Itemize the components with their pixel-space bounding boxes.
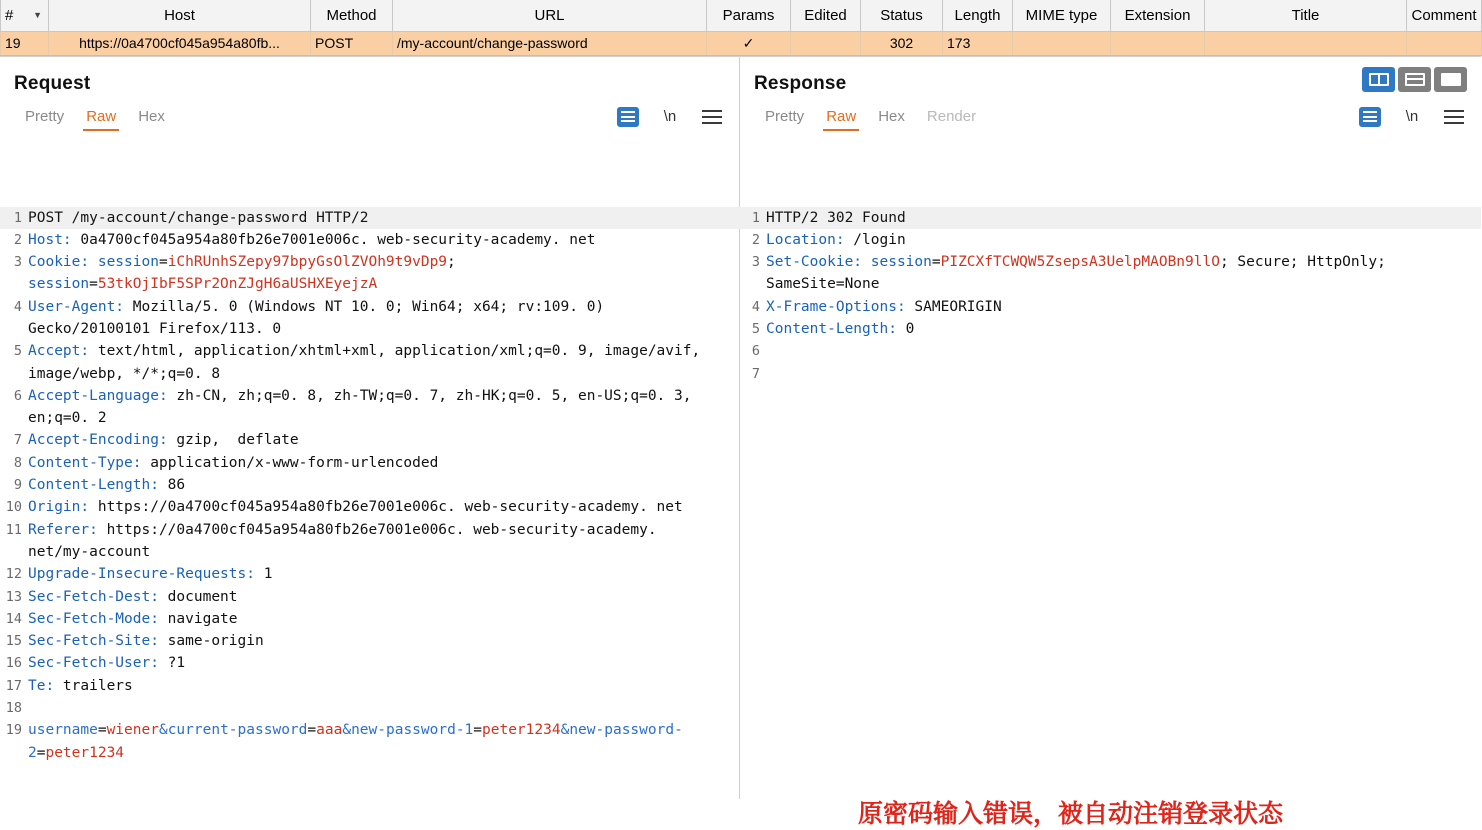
code-line [740,207,1481,229]
line-content [28,519,718,564]
line-content [28,429,307,451]
table-row[interactable] [1,31,1482,55]
line-number: 5 [751,320,760,337]
tab-request-hex[interactable]: Hex [138,107,165,125]
code-line [0,296,739,341]
cell-status: 302 [861,31,943,55]
column-header-params[interactable]: Params [707,0,791,31]
code-line [740,340,1481,362]
header-key: Content-Type: [28,454,142,471]
line-content [28,563,280,585]
line-content [28,586,246,608]
column-header-extension[interactable]: Extension [1111,0,1205,31]
code-line [0,340,739,385]
header-value: /login [844,231,906,248]
hamburger-icon[interactable] [1441,105,1467,129]
response-tab-tools [1357,105,1467,129]
cell-comment [1407,31,1482,55]
split-vertical-layout-button[interactable] [1362,67,1395,92]
line-number: 2 [13,231,22,248]
cookie-name-1: session [97,254,159,271]
line-content [28,385,718,430]
header-value: 0a4700cf045a954a80fb26e7001e006c. web-security-academy. net [71,231,596,248]
column-header-length[interactable]: Length [943,0,1013,31]
line-number: 3 [751,254,760,271]
header-value: SAMEORIGIN [905,298,1002,315]
line-content [28,608,246,630]
cell-url: /my-account/change-password [393,31,707,55]
line-number: 1 [751,209,760,226]
line-content [28,630,272,652]
code-line [0,385,739,430]
response-pane-title: Response [754,72,847,94]
request-pane [0,57,740,799]
line-number: 5 [13,343,22,360]
tab-request-pretty[interactable]: Pretty [25,107,65,125]
header-value: ?1 [158,655,186,672]
line-number: 11 [5,521,22,538]
header-key: Referer: [28,521,98,538]
header-key: Content-Length: [766,320,897,337]
line-content: Cookie: session=iChRUnhSZepy97bpyGsOlZVOh9t9vDp9; session=53tkOjIbF5SPr2OnZJgH6aUSHXEyejzA [28,254,465,293]
code-line [0,586,739,608]
header-key: Sec-Fetch-Dest: [28,588,159,605]
line-content [766,229,914,251]
request-code-view[interactable] [0,207,739,799]
request-pane-title: Request [14,72,91,94]
header-value: same-origin [158,633,264,650]
cell-length: 173 [943,31,1013,55]
body-param-value-new-password-2: peter1234 [45,744,125,761]
cell-title [1205,31,1407,55]
cell-params: ✓ [707,31,791,55]
cookie-value: PIZCXfTCWQW5ZsepsA3UelpMAOBn9llO [940,254,1220,271]
cell-mime-type [1013,31,1111,55]
format-doc-icon[interactable] [615,105,641,129]
line-number: 1 [13,209,22,226]
header-value: trailers [54,677,133,694]
cookie-value-1: iChRUnhSZepy97bpyGsOlZVOh9t9vDp9 [167,254,448,271]
header-value: text/html, application/xhtml+xml, application/xml;q=0. 9, image/avif, image/webp, */*;q=0. 8 [28,343,709,382]
tab-response-render[interactable]: Render [926,107,977,125]
column-header-mime-type[interactable]: MIME type [1013,0,1111,31]
response-code-view[interactable] [740,207,1481,799]
header-key: Upgrade-Insecure-Requests: [28,566,255,583]
line-number: 13 [5,588,22,605]
body-param-value-username: wiener [106,722,159,739]
header-key: Sec-Fetch-Mode: [28,610,159,627]
line-content [28,452,446,474]
header-key: Accept-Encoding: [28,432,168,449]
line-content [28,229,603,251]
line-content [766,318,922,340]
cell-method: POST [311,31,393,55]
table-header-row [1,0,1482,31]
line-number: 2 [751,231,760,248]
header-value: https://0a4700cf045a954a80fb26e7001e006c. web-security-academy. net [89,499,683,516]
header-value: navigate [158,610,238,627]
line-number: 7 [751,365,760,382]
cell-number: 19 [1,31,49,55]
header-key: User-Agent: [28,298,125,315]
header-key: Set-Cookie: [766,254,863,271]
cell-edited [791,31,861,55]
code-line [0,207,740,229]
code-line [740,296,1481,318]
body-param-key-current-password: current-password [167,722,308,739]
code-line [740,363,1481,385]
header-key: Sec-Fetch-User: [28,655,159,672]
line-number: 18 [5,700,22,717]
header-value: document [158,588,238,605]
code-line [0,519,739,564]
header-key: Sec-Fetch-Site: [28,633,159,650]
code-line [0,652,739,674]
column-header-status[interactable]: Status [861,0,943,31]
code-line [0,630,739,652]
line-number: 14 [5,610,22,627]
column-header-host[interactable]: Host [49,0,311,31]
body-param-key-new-password-2: new-password-2 [28,722,683,761]
line-number: 9 [13,477,22,494]
header-value: 86 [158,477,186,494]
column-header-method[interactable]: Method [311,0,393,31]
header-key: Accept: [28,343,90,360]
format-doc-icon[interactable] [1357,105,1383,129]
header-value: application/x-www-form-urlencoded [141,454,439,471]
code-line [0,452,739,474]
line-content [28,474,193,496]
line-content: Set-Cookie: session=PIZCXfTCWQW5ZsepsA3UelpMAOBn9llO; Secure; HttpOnly; SameSite=None [766,254,1395,293]
line-content: POST /my-account/change-password HTTP/2 [28,209,369,226]
line-content [28,340,718,385]
line-number: 17 [5,677,22,694]
request-body-content: username=wiener&current-password=aaa&new-password-1=peter1234&new-password-2=peter1234 [28,722,683,761]
column-header-number-label: # [5,6,14,24]
line-number: 4 [751,298,760,315]
proxy-history-table[interactable] [0,0,1482,56]
cookie-name: session [862,254,932,271]
code-line-cookie [0,251,739,296]
body-param-value-new-password-1: peter1234 [482,722,561,739]
annotation-text: 原密码输入错误，被自动注销登录状态 [858,798,1284,828]
header-value: 1 [254,566,273,583]
code-line [740,318,1481,340]
cookie-name-2: session [28,276,90,293]
header-key: Cookie: [28,254,90,271]
code-line [0,229,739,251]
hamburger-icon[interactable] [699,105,725,129]
code-line-body [0,719,739,764]
line-content [28,675,141,697]
single-pane-layout-button[interactable] [1434,67,1467,92]
header-key: Content-Length: [28,477,159,494]
code-line [0,608,739,630]
line-content [28,652,193,674]
column-header-number[interactable] [1,0,49,31]
header-key: Origin: [28,499,90,516]
body-param-key-username: username [28,722,98,739]
code-line [0,496,739,518]
header-value: zh-CN, zh;q=0. 8, zh-TW;q=0. 7, zh-HK;q=0. 5, en-US;q=0. 3, en;q=0. 2 [28,387,701,427]
line-content [766,296,1010,318]
line-number: 15 [5,633,22,650]
response-pane [740,57,1481,828]
column-header-url[interactable]: URL [393,0,707,31]
tab-response-hex[interactable]: Hex [878,107,905,125]
layout-buttons-group [1362,67,1467,92]
line-content [28,496,691,518]
line-number: 8 [13,454,22,471]
header-value: https://0a4700cf045a954a80fb26e7001e006c. web-security-academy. net/my-account [28,521,666,560]
tab-response-pretty[interactable]: Pretty [765,107,805,125]
code-line [0,697,739,719]
header-key: Te: [28,677,55,694]
newline-toggle-button[interactable]: \n [1405,108,1419,125]
line-number: 6 [751,343,760,360]
header-key: Location: [766,231,845,248]
response-tabbar [740,95,1481,135]
code-line [0,474,739,496]
cell-host: https://0a4700cf045a954a80fb... [49,31,311,55]
column-header-comment[interactable]: Comment [1407,0,1482,31]
line-number: 12 [5,566,22,583]
line-number: 6 [13,387,22,404]
tab-response-raw[interactable]: Raw [815,105,867,133]
tab-request-raw[interactable]: Raw [75,105,127,133]
body-param-key-new-password-1: new-password-1 [351,722,474,739]
header-key: Host: [28,231,72,248]
cookie-attributes: ; Secure; HttpOnly; SameSite=None [766,254,1395,293]
request-tabbar [0,95,739,135]
body-param-value-current-password: aaa [316,722,343,739]
line-number: 10 [5,499,22,516]
column-header-title[interactable]: Title [1205,0,1407,31]
header-value: gzip, deflate [167,432,299,449]
chevron-down-icon[interactable]: ▼ [33,10,42,21]
code-line [740,229,1481,251]
header-value: Mozilla/5. 0 (Windows NT 10. 0; Win64; x64; rv:109. 0) Gecko/20100101 Firefox/113. 0 [28,298,613,337]
code-line-set-cookie [740,251,1481,296]
code-line [0,675,739,697]
line-number: 16 [5,655,22,672]
split-horizontal-layout-button[interactable] [1398,67,1431,92]
newline-toggle-button[interactable]: \n [663,108,677,125]
code-line [0,429,739,451]
column-header-edited[interactable]: Edited [791,0,861,31]
cookie-value-2: 53tkOjIbF5SPr2OnZJgH6aUSHXEyejzA [97,276,378,293]
cell-extension [1111,31,1205,55]
line-number: 7 [13,432,22,449]
line-content: HTTP/2 302 Found [766,209,906,226]
header-key: X-Frame-Options: [766,298,906,315]
request-response-panes [0,56,1481,828]
code-line [0,563,739,585]
line-number: 3 [13,254,22,271]
header-key: Accept-Language: [28,387,168,404]
request-tab-tools [615,105,725,129]
line-number: 4 [13,298,22,315]
line-content [28,296,718,341]
header-value: 0 [896,320,915,337]
line-number: 19 [5,722,22,739]
